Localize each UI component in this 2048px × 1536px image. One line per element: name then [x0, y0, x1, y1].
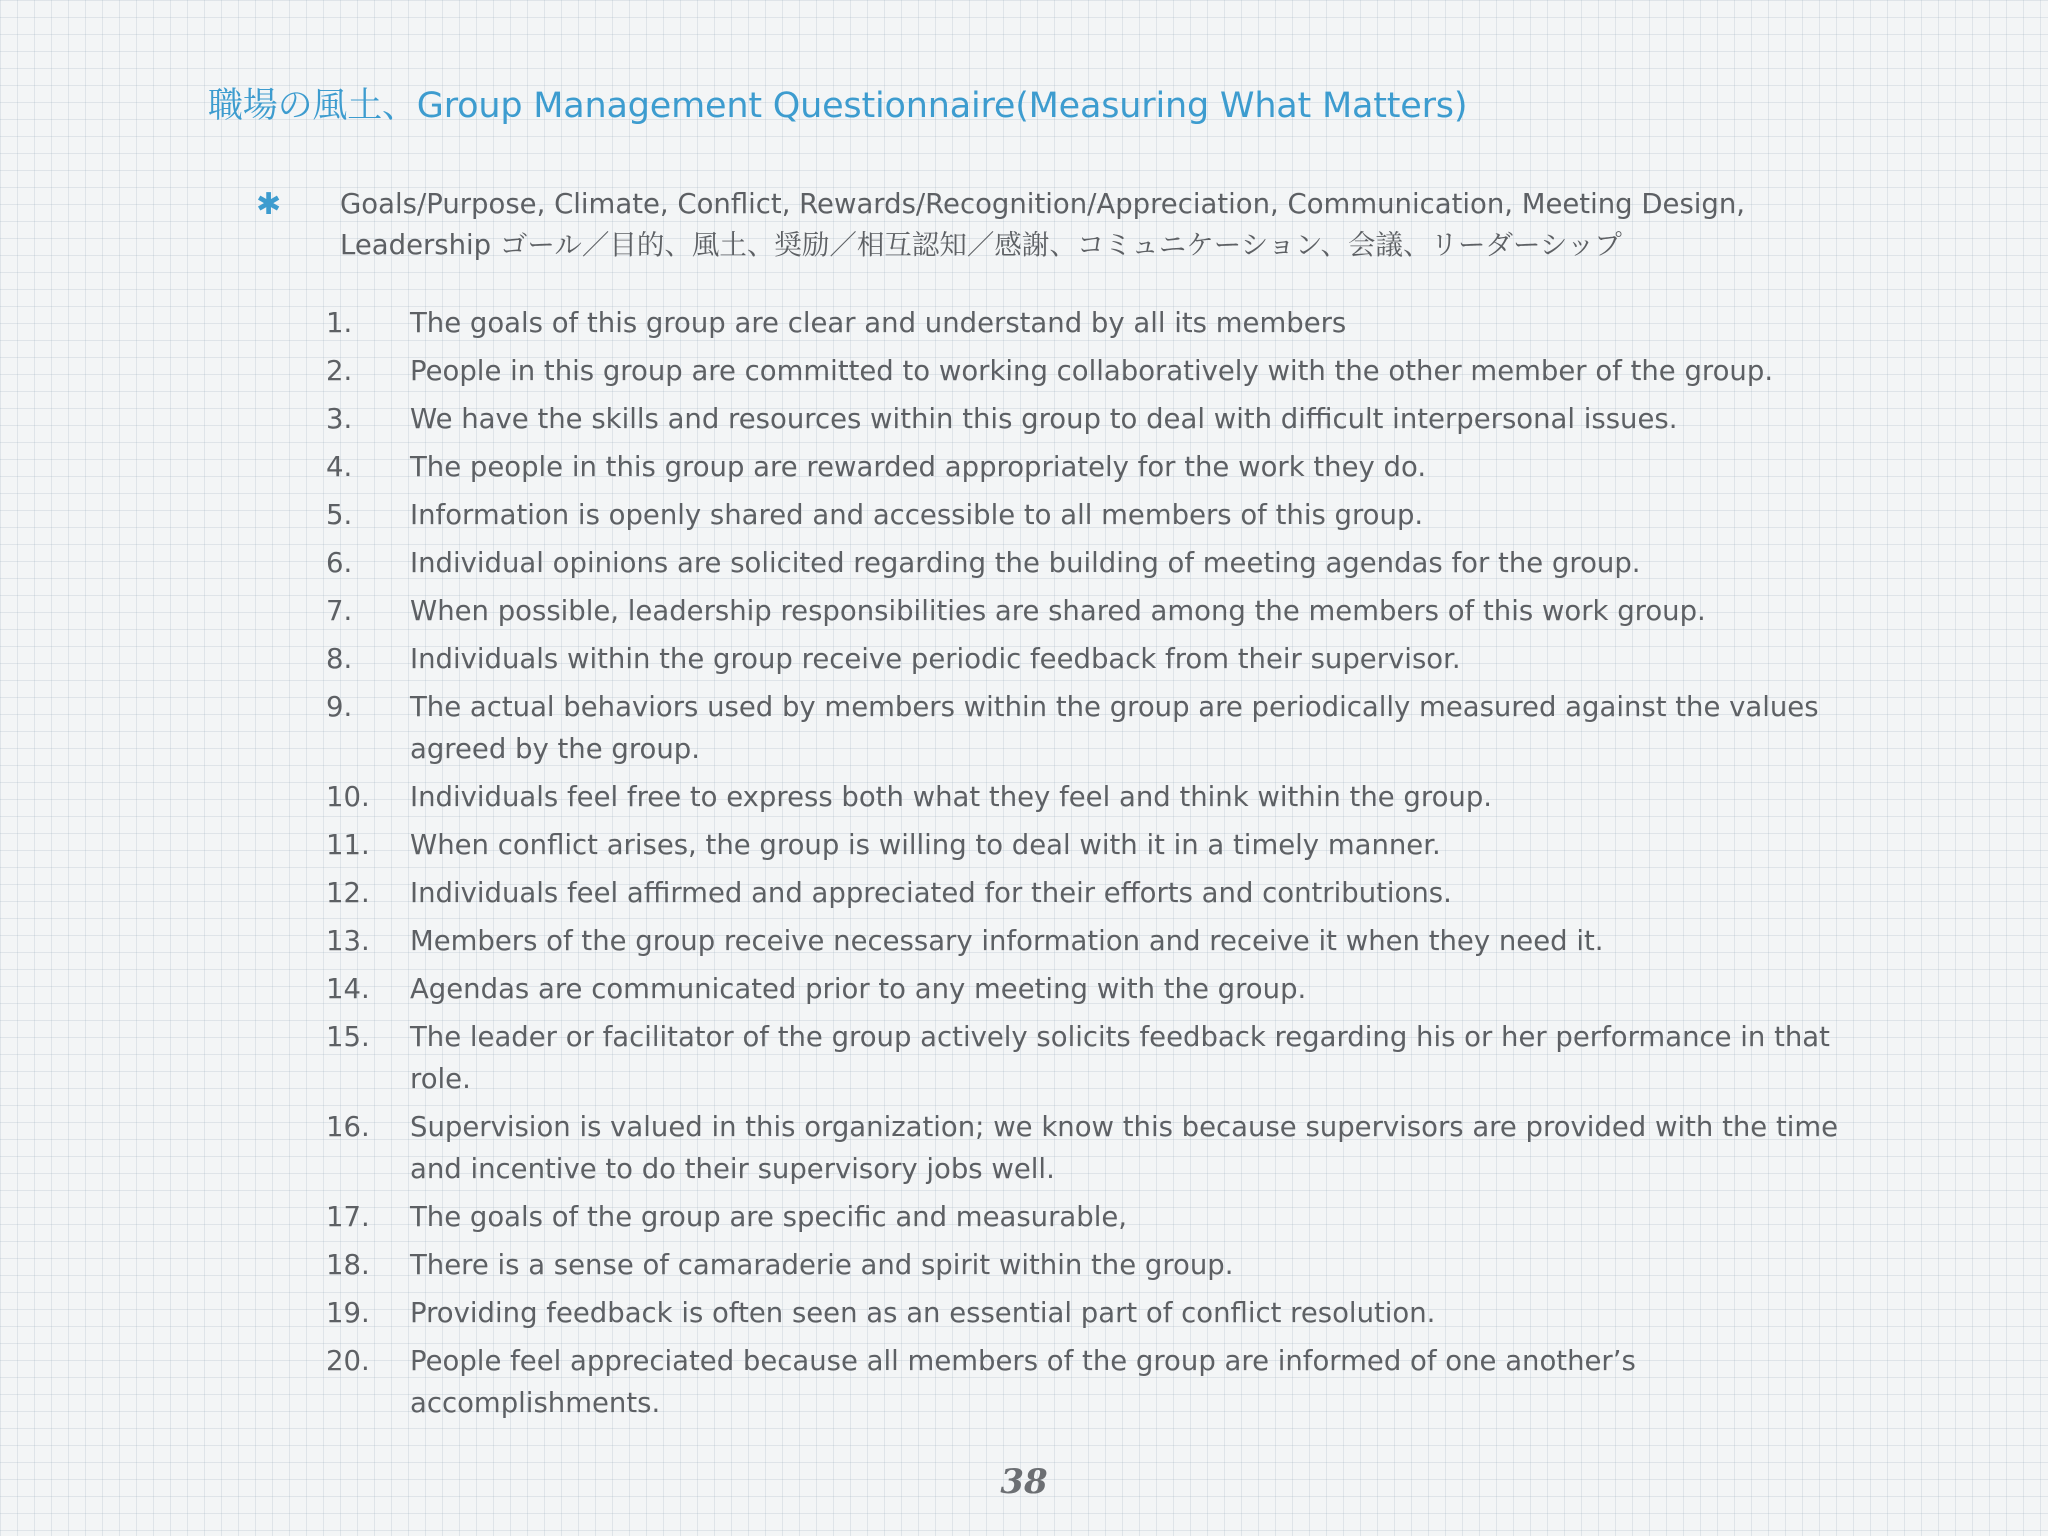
question-number: 4. — [326, 451, 353, 483]
question-text: Individuals feel affirmed and appreciated for their efforts and contributions. — [410, 877, 1452, 909]
intro-bullet — [340, 184, 1920, 266]
question-number: 13. — [326, 925, 370, 957]
question-number: 6. — [326, 547, 353, 579]
question-number: 16. — [326, 1111, 370, 1143]
question-item — [326, 398, 1946, 440]
question-list — [326, 302, 1946, 1430]
question-text: Members of the group receive necessary information and receive it when they need it. — [410, 925, 1604, 957]
question-item — [326, 446, 1946, 488]
question-text: Individuals feel free to express both what they feel and think within the group. — [410, 781, 1493, 813]
question-item — [326, 920, 1946, 962]
question-item — [326, 1292, 1946, 1334]
question-text: The people in this group are rewarded appropriately for the work they do. — [410, 451, 1427, 483]
question-item — [326, 1106, 1946, 1190]
question-text: The goals of the group are specific and measurable, — [410, 1201, 1128, 1233]
question-text: The actual behaviors used by members within the group are periodically measured against the values agreed by the group. — [410, 691, 1819, 765]
question-text: When conflict arises, the group is willing to deal with it in a timely manner. — [410, 829, 1441, 861]
question-number: 20. — [326, 1345, 370, 1377]
intro-line-1: Goals/Purpose, Climate, Conflict, Rewards/Recognition/Appreciation, Communication, Meeting Design, — [340, 188, 1746, 220]
slide-title: 職場の風土、Group Management Questionnaire(Measuring What Matters) — [208, 86, 1468, 126]
question-number: 7. — [326, 595, 353, 627]
question-item — [326, 350, 1946, 392]
question-item — [326, 1244, 1946, 1286]
question-text: We have the skills and resources within this group to deal with difficult interpersonal issues. — [410, 403, 1678, 435]
question-item — [326, 872, 1946, 914]
question-item — [326, 494, 1946, 536]
question-text: There is a sense of camaraderie and spirit within the group. — [410, 1249, 1234, 1281]
question-item — [326, 1196, 1946, 1238]
question-text: Providing feedback is often seen as an essential part of conflict resolution. — [410, 1297, 1436, 1329]
question-item — [326, 1016, 1946, 1100]
question-item — [326, 542, 1946, 584]
question-number: 18. — [326, 1249, 370, 1281]
question-number: 5. — [326, 499, 353, 531]
question-item — [326, 638, 1946, 680]
question-number: 2. — [326, 355, 353, 387]
question-text: The goals of this group are clear and understand by all its members — [410, 307, 1347, 339]
question-number: 1. — [326, 307, 353, 339]
question-number: 9. — [326, 691, 353, 723]
question-item — [326, 1340, 1946, 1424]
question-text: The leader or facilitator of the group actively solicits feedback regarding his or her performance in that role. — [410, 1021, 1830, 1095]
question-text: Agendas are communicated prior to any meeting with the group. — [410, 973, 1307, 1005]
question-number: 17. — [326, 1201, 370, 1233]
page-number: 38 — [1000, 1462, 1048, 1502]
question-item — [326, 776, 1946, 818]
question-number: 10. — [326, 781, 370, 813]
question-text: Information is openly shared and accessible to all members of this group. — [410, 499, 1424, 531]
question-item — [326, 686, 1946, 770]
question-item — [326, 590, 1946, 632]
question-text: Individual opinions are solicited regarding the building of meeting agendas for the group. — [410, 547, 1641, 579]
question-text: People feel appreciated because all members of the group are informed of one another’s accomplishments. — [410, 1345, 1636, 1419]
question-item — [326, 302, 1946, 344]
question-text: Individuals within the group receive periodic feedback from their supervisor. — [410, 643, 1461, 675]
question-text: Supervision is valued in this organization; we know this because supervisors are provided with the time and incentive to do their supervisory jobs well. — [410, 1111, 1839, 1185]
question-text: People in this group are committed to working collaboratively with the other member of the group. — [410, 355, 1774, 387]
intro-line-2: Leadership ゴール／目的、風土、奨励／相互認知／感謝、コミュニケーション、会議、リーダーシップ — [340, 229, 1622, 261]
question-number: 12. — [326, 877, 370, 909]
question-item — [326, 824, 1946, 866]
asterisk-bullet-icon: ✱ — [256, 187, 282, 222]
question-number: 19. — [326, 1297, 370, 1329]
question-number: 15. — [326, 1021, 370, 1053]
question-item — [326, 968, 1946, 1010]
question-number: 3. — [326, 403, 353, 435]
question-number: 11. — [326, 829, 370, 861]
question-number: 8. — [326, 643, 353, 675]
question-text: When possible, leadership responsibilities are shared among the members of this work group. — [410, 595, 1706, 627]
question-number: 14. — [326, 973, 370, 1005]
